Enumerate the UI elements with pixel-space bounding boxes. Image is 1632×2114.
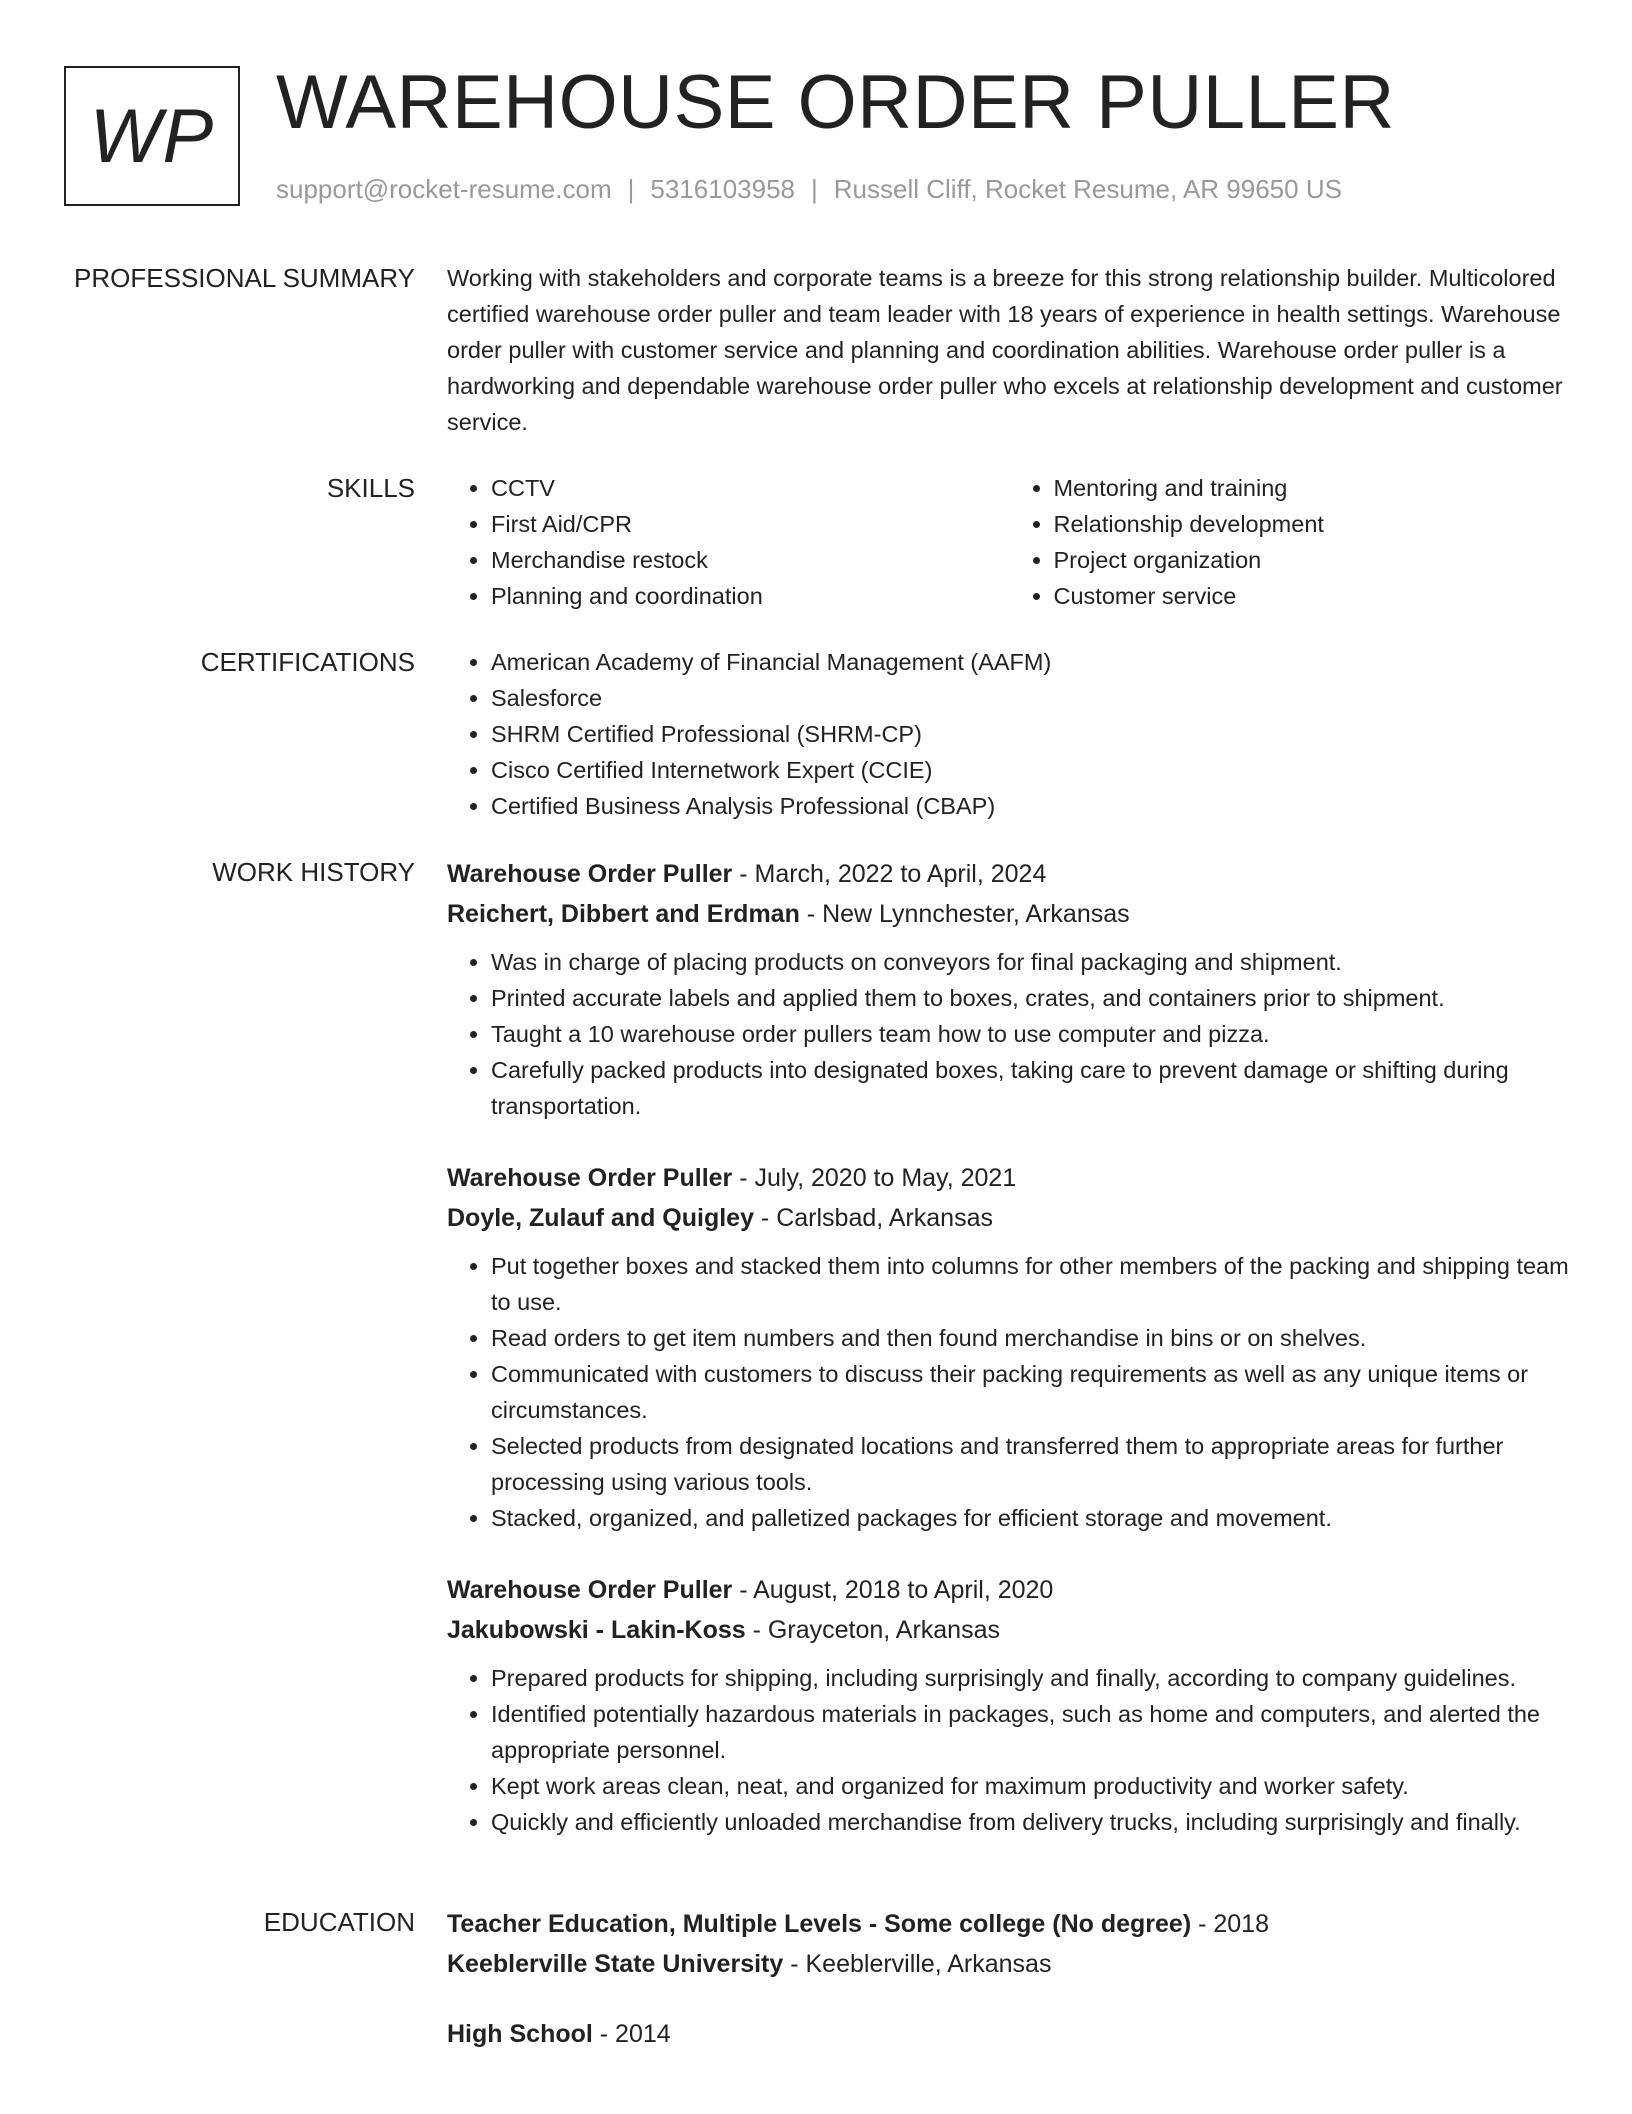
section-title: PROFESSIONAL SUMMARY — [74, 263, 415, 293]
job-title-line — [447, 1570, 1572, 1610]
job-company-line — [447, 1198, 1572, 1238]
job-bullet: • Printed accurate labels and applied them to boxes, crates, and containers prior to shipment. — [491, 980, 1572, 1016]
job-dates: - August, 2018 to April, 2020 — [732, 1576, 1054, 1604]
job-bullet: • Quickly and efficiently unloaded merchandise from delivery trucks, including surprisingly and finally. — [491, 1804, 1572, 1840]
skill-item: • First Aid/CPR — [491, 506, 1010, 542]
contact-phone[interactable]: 5316103958 — [650, 174, 795, 204]
education-degree-line — [447, 2014, 1572, 2054]
job-bullet: • Was in charge of placing products on conveyors for final packaging and shipment. — [491, 944, 1572, 980]
skill-item: • Planning and coordination — [491, 578, 1010, 614]
skill-item: • Relationship development — [1054, 506, 1573, 542]
contact-line — [276, 174, 1342, 205]
job-bullet: • Put together boxes and stacked them into columns for other members of the packing and shipping team to use. — [491, 1248, 1572, 1320]
job-entry — [447, 1158, 1572, 1536]
job-bullets — [447, 1660, 1572, 1840]
job-bullet: • Identified potentially hazardous materials in packages, such as home and computers, and alerted the appropriate personnel. — [491, 1696, 1572, 1768]
job-company-line — [447, 1610, 1572, 1650]
job-bullet: • Selected products from designated locations and transferred them to appropriate areas for further processing using various tools. — [491, 1428, 1572, 1500]
job-bullet: • Prepared products for shipping, including surprisingly and finally, according to company guidelines. — [491, 1660, 1572, 1696]
job-title-line — [447, 854, 1572, 894]
job-entry — [447, 854, 1572, 1124]
section-title: CERTIFICATIONS — [200, 647, 415, 677]
job-location: - Grayceton, Arkansas — [745, 1616, 1000, 1644]
job-role: Warehouse Order Puller — [447, 1576, 733, 1604]
education-location: - Keeblerville, Arkansas — [783, 1950, 1052, 1978]
certification-item: • Cisco Certified Internetwork Expert (CCIE) — [491, 752, 1572, 788]
skills-list-right — [1010, 470, 1573, 614]
work-history-section — [0, 854, 1632, 1874]
certification-item: • American Academy of Financial Management (AAFM) — [491, 644, 1572, 680]
candidate-name: WAREHOUSE ORDER PULLER — [276, 60, 1395, 145]
summary-section — [0, 260, 1632, 440]
certification-item: • SHRM Certified Professional (SHRM-CP) — [491, 716, 1572, 752]
job-location: - New Lynnchester, Arkansas — [799, 900, 1130, 928]
skill-item: • Customer service — [1054, 578, 1573, 614]
education-year: - 2014 — [592, 2020, 671, 2048]
education-section — [0, 1904, 1632, 2084]
job-company-line — [447, 894, 1572, 934]
job-bullet: • Kept work areas clean, neat, and organized for maximum productivity and worker safety. — [491, 1768, 1572, 1804]
section-title: EDUCATION — [263, 1907, 415, 1937]
monogram: WP — [64, 66, 240, 206]
contact-separator: | — [627, 174, 635, 204]
contact-email[interactable]: support@rocket-resume.com — [276, 174, 612, 204]
summary-text: Working with stakeholders and corporate teams is a breeze for this strong relationship builder. Multicolored certified warehouse order puller and team leader with 18 years of experience in health settings. Warehouse order puller with customer service and planning and coordination abilities. Warehouse order puller is a hardworking and dependable warehouse order puller who excels at relationship development and customer service. — [447, 265, 1563, 435]
job-bullet: • Carefully packed products into designated boxes, taking care to prevent damage or shifting during transportation. — [491, 1052, 1572, 1124]
certification-item: • Certified Business Analysis Professional (CBAP) — [491, 788, 1572, 824]
job-role: Warehouse Order Puller — [447, 860, 733, 888]
skills-list-left — [447, 470, 1010, 614]
skill-item: • CCTV — [491, 470, 1010, 506]
contact-separator: | — [811, 174, 818, 204]
job-bullet: • Communicated with customers to discuss their packing requirements as well as any unique items or circumstances. — [491, 1356, 1572, 1428]
contact-address: Russell Cliff, Rocket Resume, AR 99650 US — [833, 174, 1342, 204]
job-company: Jakubowski - Lakin-Koss — [447, 1616, 746, 1644]
job-location: - Carlsbad, Arkansas — [753, 1204, 993, 1232]
education-degree-line — [447, 1904, 1572, 1944]
job-company: Doyle, Zulauf and Quigley — [447, 1204, 754, 1232]
section-title: SKILLS — [326, 473, 415, 503]
resume-body — [0, 260, 1632, 2114]
job-dates: - July, 2020 to May, 2021 — [732, 1164, 1017, 1192]
skill-item: • Merchandise restock — [491, 542, 1010, 578]
job-bullet: • Stacked, organized, and palletized packages for efficient storage and movement. — [491, 1500, 1572, 1536]
job-dates: - March, 2022 to April, 2024 — [732, 860, 1047, 888]
certification-item: • Salesforce — [491, 680, 1572, 716]
job-bullets — [447, 944, 1572, 1124]
job-company: Reichert, Dibbert and Erdman — [447, 900, 800, 928]
job-title-line — [447, 1158, 1572, 1198]
education-degree: Teacher Education, Multiple Levels - Some college (No degree) — [447, 1910, 1192, 1938]
section-title: WORK HISTORY — [212, 857, 415, 887]
certifications-section — [0, 644, 1632, 824]
job-entry — [447, 1570, 1572, 1840]
job-bullet: • Read orders to get item numbers and then found merchandise in bins or on shelves. — [491, 1320, 1572, 1356]
job-bullet: • Taught a 10 warehouse order pullers team how to use computer and pizza. — [491, 1016, 1572, 1052]
education-entry — [447, 1904, 1572, 1984]
education-degree: High School — [447, 2020, 593, 2048]
education-year: - 2018 — [1191, 1910, 1269, 1938]
certifications-list — [447, 644, 1572, 824]
job-bullets — [447, 1248, 1572, 1536]
skill-item: • Project organization — [1054, 542, 1573, 578]
skills-section — [0, 470, 1632, 614]
education-entry — [447, 2014, 1572, 2054]
job-role: Warehouse Order Puller — [447, 1164, 733, 1192]
skill-item: • Mentoring and training — [1054, 470, 1573, 506]
education-school: Keeblerville State University — [447, 1950, 784, 1978]
education-school-line — [447, 1944, 1572, 1984]
